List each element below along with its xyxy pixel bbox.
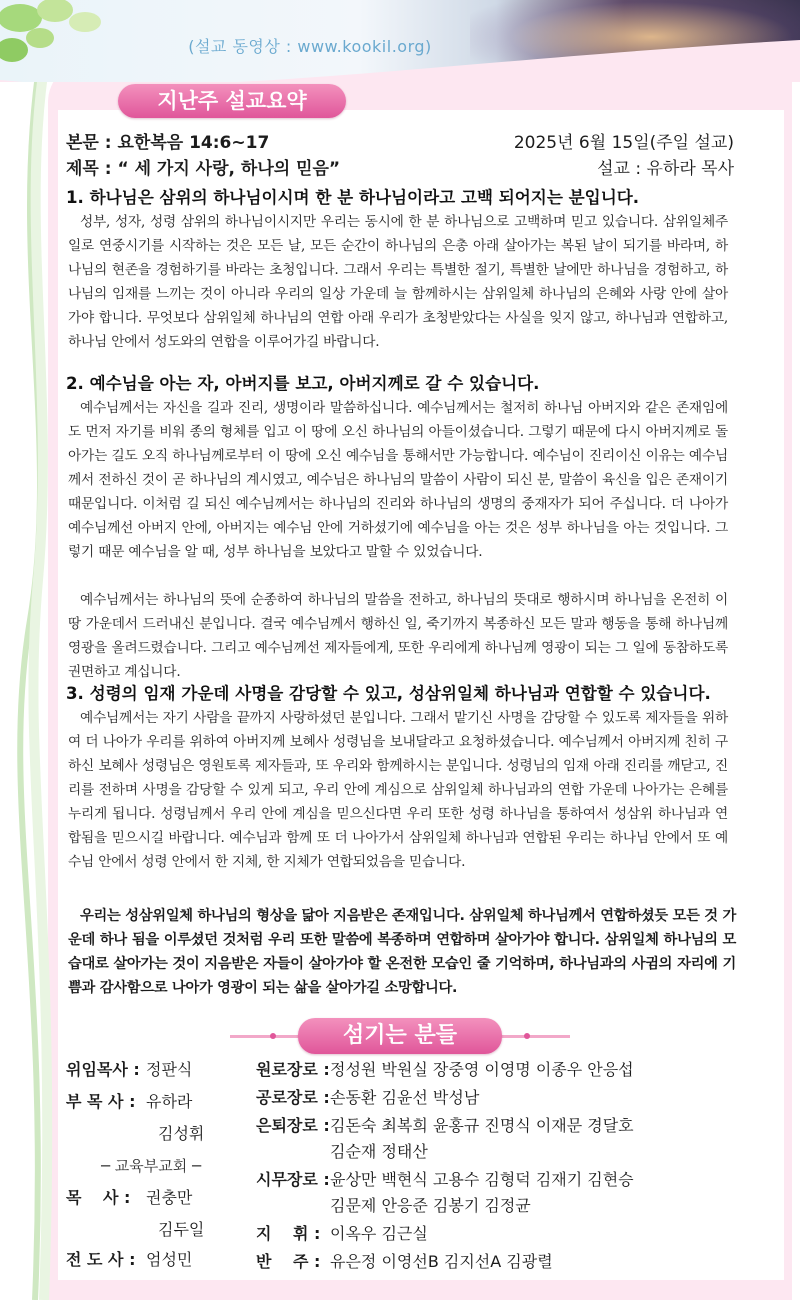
staff-name: 엄성민 <box>146 1250 193 1269</box>
staff-role: 목 사 : <box>66 1188 131 1207</box>
elder-names: 윤상만 백현식 고용수 김형덕 김재기 김현승 <box>330 1170 634 1189</box>
staff-role: 전 도 사 : <box>66 1250 136 1269</box>
elder-names: 정성원 박원실 장중영 이영명 이종우 안응섭 <box>330 1060 634 1079</box>
staff-name: 김두일 <box>158 1220 205 1239</box>
elder-names: 유은정 이영선B 김지선A 김광렬 <box>330 1252 553 1271</box>
video-link-text[interactable]: (설교 동영상 : www.kookil.org) <box>188 37 432 56</box>
servants-section-title: 섬기는 분들 <box>298 1018 502 1054</box>
staff-name: 정판식 <box>146 1060 193 1079</box>
point-3-paragraph: 예수님께서는 자기 사람을 끝까지 사랑하셨던 분입니다. 그래서 맡기신 사명을 감당할 수 있도록 제자들을 위하여 더 나아가 우리를 위하여 아버지께 보혜사 성령님을 보내달라고 요청하셨습니다. 예수님께서 아버지께 친히 구하신 보혜사 성령님은 영원토록 제자들과, 또 우리와 함께하시는 분입니다. 성령님의 임재 아래 진리를 깨닫고, 진리를 전하며 사명을 감당할 수 있게 되고, 우리 안에 계심으로 삼위일체 하나님과의 연합 가운데 나아가는 은혜를 누리게 됩니다. 성령님께서 우리 안에 계심을 믿으신다면 우리 또한 성령 하나님을 통하여서 성삼위 하나님과 연합됨을 믿으시길 바랍니다. 예수님과 함께 또 더 나아가서 삼위일체 하나님과 연합된 우리는 하나님 안에서 또 예수님 안에서 성령 안에서 한 지체, 한 지체가 연합되었음을 믿습니다. <box>68 710 728 870</box>
sermon-summary-title: 지난주 설교요약 <box>118 84 346 118</box>
sermon-date: 2025년 6월 15일(주일 설교) <box>513 133 734 153</box>
sermon-conclusion: 우리는 성삼위일체 하나님의 형상을 닮아 지음받은 존재입니다. 삼위일체 하나님께서 연합하셨듯 모든 것 가운데 하나 됨을 이루셨던 것처럼 우리 또한 말씀에 복종하며 연합하며 살아가야 합니다. 삼위일체 하나님의 모습대로 살아가는 것이 지음받은 자들이 살아가야 할 온전한 모습인 줄 기억하며, 하나님과의 사귐의 자리에 기쁨과 감사함으로 나아가 영광이 되는 삶을 살아가길 소망합니다. <box>68 908 736 996</box>
divider-dot <box>270 1033 276 1039</box>
elder-role: 은퇴장로 : <box>256 1116 330 1135</box>
decorative-vine <box>0 60 70 1300</box>
elder-names: 손동환 김윤선 박성남 <box>330 1088 480 1107</box>
elder-role: 원로장로 : <box>256 1060 330 1079</box>
point-2-paragraph-2: 예수님께서는 하나님의 뜻에 순종하여 하나님의 말씀을 전하고, 하나님의 뜻대로 행하시며 하나님을 온전히 이 땅 가운데서 드러내신 분입니다. 결국 예수님께서 행하신 일, 죽기까지 복종하신 모든 말과 행동을 통해 하나님께 영광을 올려드렸습니다. 그리고 예수님께선 제자들에게, 또한 우리에게 하나님께 영광이 되는 그 일에 동참하도록 권면하고 계십니다. <box>68 592 728 680</box>
education-dept-heading: ─ 교육부교회 ─ <box>100 1157 202 1175</box>
staff-name: 권충만 <box>146 1188 193 1207</box>
point-3-heading: 3. 성령의 임재 가운데 사명을 감당할 수 있고, 성삼위일체 하나님과 연합할 수 있습니다. <box>66 684 711 703</box>
point-2-paragraph-1: 예수님께서는 자신을 길과 진리, 생명이라 말씀하십니다. 예수님께서는 철저히 하나님 아버지와 같은 존재임에도 먼저 자기를 비워 종의 형체를 입고 이 땅에 오신 하나님의 아들이셨습니다. 그렇기 때문에 다시 아버지께로 돌아가는 길도 오직 하나님께로부터 이 땅에 오신 예수님을 통해서만 가능합니다. 예수님이 진리이신 이유는 예수님께서 전하신 것이 곧 하나님의 계시였고, 예수님은 하나님의 말씀이 사람이 되신 분, 말씀이 육신을 입은 존재이기 때문입니다. 이처럼 길 되신 예수님께서는 하나님의 진리와 하나님의 생명의 중재자가 되어 주십니다. 더 나아가 예수님께선 아버지 안에, 아버지는 예수님 안에 거하셨기에 예수님을 아는 것은 성부 하나님을 아는 것입니다. 그렇기 때문 예수님을 알 때, 성부 하나님을 보았다고 말할 수 있었습니다. <box>68 400 728 560</box>
elder-role: 반 주 : <box>256 1252 321 1271</box>
elder-names: 김문제 안응준 김봉기 김정균 <box>330 1196 531 1215</box>
sermon-title: 제목 : “ 세 가지 사랑, 하나의 믿음” <box>66 159 341 179</box>
divider-dot <box>524 1033 530 1039</box>
point-1-heading: 1. 하나님은 삼위의 하나님이시며 한 분 하나님이라고 고백 되어지는 분입니다. <box>66 188 640 207</box>
point-2-heading: 2. 예수님을 아는 자, 아버지를 보고, 아버지께로 갈 수 있습니다. <box>66 374 540 393</box>
staff-role: 부 목 사 : <box>66 1092 136 1111</box>
staff-role: 위임목사 : <box>66 1060 140 1079</box>
scripture-reference: 본문 : 요한복음 14:6~17 <box>66 133 270 153</box>
elder-names: 김돈숙 최복희 윤홍규 진명식 이재문 경달호 <box>330 1116 634 1135</box>
elder-role: 시무장로 : <box>256 1170 330 1189</box>
servants-title-bar <box>230 1018 570 1054</box>
preacher: 설교 : 유하라 목사 <box>597 159 734 179</box>
elder-role: 지 휘 : <box>256 1224 321 1243</box>
elder-names: 이옥우 김근실 <box>330 1224 428 1243</box>
staff-name: 김성휘 <box>158 1124 205 1143</box>
point-1-paragraph: 성부, 성자, 성령 삼위의 하나님이시지만 우리는 동시에 한 분 하나님으로 고백하며 믿고 있습니다. 삼위일체주일로 연중시기를 시작하는 것은 모든 날, 모든 순간이 하나님의 은총 아래 살아가는 복된 날이 되기를 바라며, 하나님의 현존을 경험하기를 바라는 초청입니다. 그래서 우리는 특별한 절기, 특별한 날에만 하나님을 경험하고, 하나님의 임재를 느끼는 것이 아니라 우리의 일상 가운데 늘 함께하시는 삼위일체 하나님의 은혜와 사랑 안에 살아가야 합니다. 무엇보다 삼위일체 하나님의 연합 아래 우리가 초청받았다는 사실을 잊지 않고, 하나님과 연합하고, 하나님 안에서 성도와의 연합을 이루어가길 바랍니다. <box>68 214 728 350</box>
elder-names: 김순재 정태산 <box>330 1142 428 1161</box>
staff-name: 유하라 <box>146 1092 193 1111</box>
elder-role: 공로장로 : <box>256 1088 330 1107</box>
